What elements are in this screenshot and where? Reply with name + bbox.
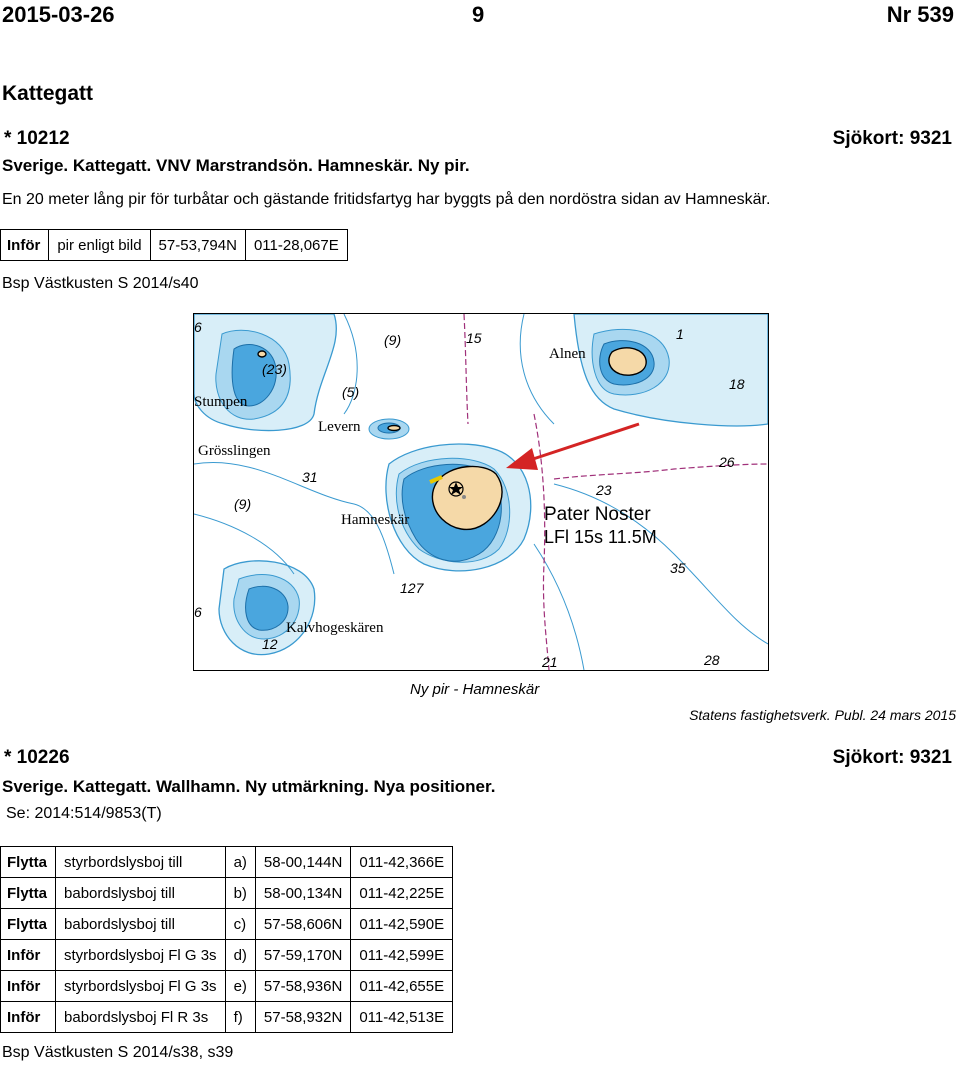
action-cell: Flytta [1, 909, 56, 940]
ref-cell: e) [225, 971, 255, 1002]
ref-cell: a) [225, 847, 255, 878]
ref-cell: c) [225, 909, 255, 940]
longitude-cell: 011-28,067E [245, 230, 347, 261]
depth-label: 6 [194, 604, 202, 620]
depth-label: (23) [262, 361, 287, 377]
publication-reference: Bsp Västkusten S 2014/s40 [2, 275, 199, 292]
table-row [1, 878, 453, 909]
depth-label: 26 [719, 454, 735, 470]
label-alnen: Alnen [549, 346, 586, 362]
table-row [1, 940, 453, 971]
table-row [1, 909, 453, 940]
action-cell: Flytta [1, 878, 56, 909]
description-cell: styrbordslysboj Fl G 3s [56, 940, 226, 971]
notice-text: En 20 meter lång pir för turbåtar och gästande fritidsfartyg har byggts på den nordöstra sidan av Hamneskär. [2, 191, 771, 208]
depth-label: 23 [596, 482, 612, 498]
latitude-cell: 57-59,170N [255, 940, 350, 971]
label-levern: Levern [318, 419, 361, 435]
see-reference: Se: 2014:514/9853(T) [6, 805, 162, 822]
table-row [1, 230, 348, 261]
label-hamneskar: Hamneskär [341, 512, 410, 528]
chart-reference: Sjökort: 9321 [832, 128, 952, 149]
table-row [1, 971, 453, 1002]
depth-label: 6 [194, 319, 202, 335]
description-cell: babordslysboj till [56, 909, 226, 940]
action-cell: Flytta [1, 847, 56, 878]
notice-subject: Sverige. Kattegatt. VNV Marstrandsön. Hamneskär. Ny pir. [2, 156, 470, 175]
depth-label: 18 [729, 376, 745, 392]
action-cell: Inför [1, 971, 56, 1002]
map-credit: Statens fastighetsverk. Publ. 24 mars 2015 [689, 707, 956, 723]
depth-label: 21 [542, 654, 558, 670]
action-cell: Inför [1, 1002, 56, 1033]
action-cell: Inför [1, 940, 56, 971]
longitude-cell: 011-42,225E [351, 878, 453, 909]
header-page-number: 9 [472, 2, 485, 27]
description-cell: babordslysboj till [56, 878, 226, 909]
depth-label: 35 [670, 560, 686, 576]
latitude-cell: 58-00,144N [255, 847, 350, 878]
longitude-cell: 011-42,599E [351, 940, 453, 971]
depth-label: (9) [384, 332, 402, 348]
label-stumpen: Stumpen [194, 394, 248, 410]
description-cell: styrbordslysboj till [56, 847, 226, 878]
label-light-name: Pater Noster [544, 504, 651, 525]
longitude-cell: 011-42,590E [351, 909, 453, 940]
chart-reference: Sjökort: 9321 [832, 747, 952, 768]
depth-label: 12 [262, 636, 278, 652]
position-table [0, 846, 453, 1033]
depth-label: 31 [302, 469, 318, 485]
depth-label: (5) [342, 384, 360, 400]
description-cell: babordslysboj Fl R 3s [56, 1002, 226, 1033]
label-grosslingen: Grösslingen [198, 443, 271, 459]
latitude-cell: 57-58,606N [255, 909, 350, 940]
depth-label: 28 [704, 652, 720, 668]
notice-subject: Sverige. Kattegatt. Wallhamn. Ny utmärkning. Nya positioner. [2, 777, 496, 796]
longitude-cell: 011-42,513E [351, 1002, 453, 1033]
latitude-cell: 58-00,134N [255, 878, 350, 909]
header-date: 2015-03-26 [2, 2, 115, 27]
map-caption: Ny pir - Hamneskär [410, 681, 540, 698]
latitude-cell: 57-53,794N [150, 230, 245, 261]
latitude-cell: 57-58,932N [255, 1002, 350, 1033]
notice-number: * 10212 [4, 128, 70, 149]
header-issue-number: Nr 539 [886, 2, 954, 27]
label-light-character: LFl 15s 11.5M [544, 527, 657, 547]
table-row [1, 1002, 453, 1033]
ref-cell: b) [225, 878, 255, 909]
action-cell: Inför [1, 230, 49, 261]
depth-label: (9) [234, 496, 252, 512]
depth-label: 127 [400, 580, 424, 596]
description-cell: pir enligt bild [49, 230, 150, 261]
ref-cell: d) [225, 940, 255, 971]
position-table [0, 229, 348, 261]
longitude-cell: 011-42,366E [351, 847, 453, 878]
depth-label: 1 [676, 326, 684, 342]
table-row [1, 847, 453, 878]
longitude-cell: 011-42,655E [351, 971, 453, 1002]
nautical-chart [193, 313, 769, 671]
depth-label: 15 [466, 330, 482, 346]
description-cell: styrbordslysboj Fl G 3s [56, 971, 226, 1002]
label-kalvhogeskaren: Kalvhogeskären [286, 620, 384, 636]
notice-number: * 10226 [4, 747, 70, 768]
latitude-cell: 57-58,936N [255, 971, 350, 1002]
publication-reference: Bsp Västkusten S 2014/s38, s39 [2, 1044, 234, 1061]
section-title: Kattegatt [2, 82, 94, 105]
ref-cell: f) [225, 1002, 255, 1033]
light-dot-icon [462, 495, 466, 499]
